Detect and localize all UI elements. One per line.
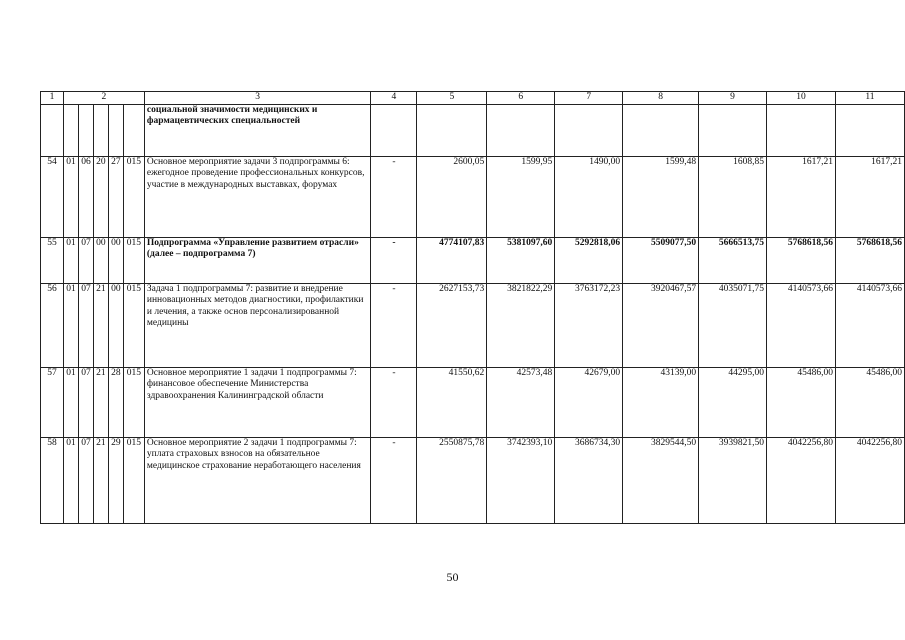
value-cell bbox=[767, 105, 836, 157]
value-cell: 3686734,30 bbox=[555, 438, 623, 524]
table-row bbox=[41, 157, 905, 238]
value-cell bbox=[699, 105, 767, 157]
value-cell: 5768618,56 bbox=[767, 238, 836, 284]
code-cell: 015 bbox=[123, 368, 144, 438]
code-cell: 015 bbox=[123, 157, 144, 238]
header-cell: 1 bbox=[41, 92, 64, 105]
value-cell: 1617,21 bbox=[835, 157, 904, 238]
value-cell bbox=[835, 105, 904, 157]
value-cell: 42679,00 bbox=[555, 368, 623, 438]
value-cell bbox=[623, 105, 699, 157]
item-name: Основное мероприятие 1 задачи 1 подпрограммы 7: финансовое обеспечение Министерства здравоохранения Калининградской области bbox=[144, 368, 371, 438]
value-cell: 4140573,66 bbox=[767, 284, 836, 368]
col4-cell: - bbox=[371, 368, 417, 438]
value-cell: 1608,85 bbox=[699, 157, 767, 238]
value-cell: 42573,48 bbox=[487, 368, 555, 438]
code-cell: 21 bbox=[93, 438, 108, 524]
header-cell: 2 bbox=[63, 92, 144, 105]
code-cell: 21 bbox=[93, 368, 108, 438]
table-row bbox=[41, 238, 905, 284]
table-row bbox=[41, 438, 905, 524]
value-cell: 5666513,75 bbox=[699, 238, 767, 284]
value-cell: 2600,05 bbox=[417, 157, 487, 238]
value-cell: 5292818,06 bbox=[555, 238, 623, 284]
budget-table bbox=[40, 91, 905, 524]
code-cell: 07 bbox=[78, 284, 93, 368]
header-cell: 9 bbox=[699, 92, 767, 105]
row-number: 56 bbox=[41, 284, 64, 368]
code-cell: 21 bbox=[93, 284, 108, 368]
row-number: 55 bbox=[41, 238, 64, 284]
row-number: 58 bbox=[41, 438, 64, 524]
page-number: 50 bbox=[446, 570, 459, 584]
code-cell: 20 bbox=[93, 157, 108, 238]
code-cell: 28 bbox=[108, 368, 123, 438]
code-cell bbox=[123, 105, 144, 157]
col4-cell: - bbox=[371, 284, 417, 368]
header-cell: 6 bbox=[487, 92, 555, 105]
code-cell: 06 bbox=[78, 157, 93, 238]
code-cell: 01 bbox=[63, 438, 78, 524]
value-cell: 1490,00 bbox=[555, 157, 623, 238]
item-name: Задача 1 подпрограммы 7: развитие и внедрение инновационных методов диагностики, профилактики и лечения, а также основ персонализированной медицины bbox=[144, 284, 371, 368]
code-cell: 00 bbox=[93, 238, 108, 284]
value-cell bbox=[417, 105, 487, 157]
value-cell: 4042256,80 bbox=[835, 438, 904, 524]
code-cell: 07 bbox=[78, 238, 93, 284]
code-cell: 015 bbox=[123, 284, 144, 368]
row-number: 54 bbox=[41, 157, 64, 238]
item-name: Подпрограмма «Управление развитием отрасли» (далее – подпрограмма 7) bbox=[144, 238, 371, 284]
code-cell: 015 bbox=[123, 238, 144, 284]
code-cell: 27 bbox=[108, 157, 123, 238]
value-cell: 45486,00 bbox=[767, 368, 836, 438]
row-number: 57 bbox=[41, 368, 64, 438]
value-cell: 3821822,29 bbox=[487, 284, 555, 368]
code-cell bbox=[78, 105, 93, 157]
header-cell: 3 bbox=[144, 92, 371, 105]
code-cell: 01 bbox=[63, 157, 78, 238]
col4-cell bbox=[371, 105, 417, 157]
code-cell bbox=[108, 105, 123, 157]
code-cell: 29 bbox=[108, 438, 123, 524]
value-cell: 1599,48 bbox=[623, 157, 699, 238]
value-cell bbox=[487, 105, 555, 157]
code-cell: 01 bbox=[63, 368, 78, 438]
code-cell: 015 bbox=[123, 438, 144, 524]
table-row bbox=[41, 284, 905, 368]
header-cell: 5 bbox=[417, 92, 487, 105]
item-name: Основное мероприятие 2 задачи 1 подпрограммы 7: уплата страховых взносов на обязательное медицинское страхование неработающего населения bbox=[144, 438, 371, 524]
value-cell: 4140573,66 bbox=[835, 284, 904, 368]
col4-cell: - bbox=[371, 238, 417, 284]
value-cell: 41550,62 bbox=[417, 368, 487, 438]
value-cell: 1599,95 bbox=[487, 157, 555, 238]
header-cell: 4 bbox=[371, 92, 417, 105]
value-cell: 2627153,73 bbox=[417, 284, 487, 368]
value-cell: 2550875,78 bbox=[417, 438, 487, 524]
header-cell: 7 bbox=[555, 92, 623, 105]
value-cell: 3829544,50 bbox=[623, 438, 699, 524]
value-cell: 5768618,56 bbox=[835, 238, 904, 284]
value-cell: 4035071,75 bbox=[699, 284, 767, 368]
value-cell: 5381097,60 bbox=[487, 238, 555, 284]
header-cell: 8 bbox=[623, 92, 699, 105]
code-cell: 07 bbox=[78, 438, 93, 524]
table-row bbox=[41, 368, 905, 438]
code-cell: 01 bbox=[63, 238, 78, 284]
code-cell: 01 bbox=[63, 284, 78, 368]
item-name: Основное мероприятие задачи 3 подпрограммы 6: ежегодное проведение профессиональных конкурсов, участие в международных выставках, форумах bbox=[144, 157, 371, 238]
value-cell: 45486,00 bbox=[835, 368, 904, 438]
value-cell: 4774107,83 bbox=[417, 238, 487, 284]
item-name: социальной значимости медицинских и фармацевтических специальностей bbox=[144, 105, 371, 157]
table-row bbox=[41, 105, 905, 157]
value-cell: 1617,21 bbox=[767, 157, 836, 238]
header-row bbox=[41, 92, 905, 105]
col4-cell: - bbox=[371, 438, 417, 524]
code-cell bbox=[63, 105, 78, 157]
value-cell: 43139,00 bbox=[623, 368, 699, 438]
value-cell: 3763172,23 bbox=[555, 284, 623, 368]
code-cell: 07 bbox=[78, 368, 93, 438]
header-cell: 11 bbox=[835, 92, 904, 105]
code-cell: 00 bbox=[108, 284, 123, 368]
value-cell: 4042256,80 bbox=[767, 438, 836, 524]
value-cell: 3939821,50 bbox=[699, 438, 767, 524]
row-number bbox=[41, 105, 64, 157]
value-cell: 5509077,50 bbox=[623, 238, 699, 284]
header-cell: 10 bbox=[767, 92, 836, 105]
value-cell: 44295,00 bbox=[699, 368, 767, 438]
code-cell: 00 bbox=[108, 238, 123, 284]
col4-cell: - bbox=[371, 157, 417, 238]
value-cell: 3920467,57 bbox=[623, 284, 699, 368]
value-cell bbox=[555, 105, 623, 157]
value-cell: 3742393,10 bbox=[487, 438, 555, 524]
code-cell bbox=[93, 105, 108, 157]
